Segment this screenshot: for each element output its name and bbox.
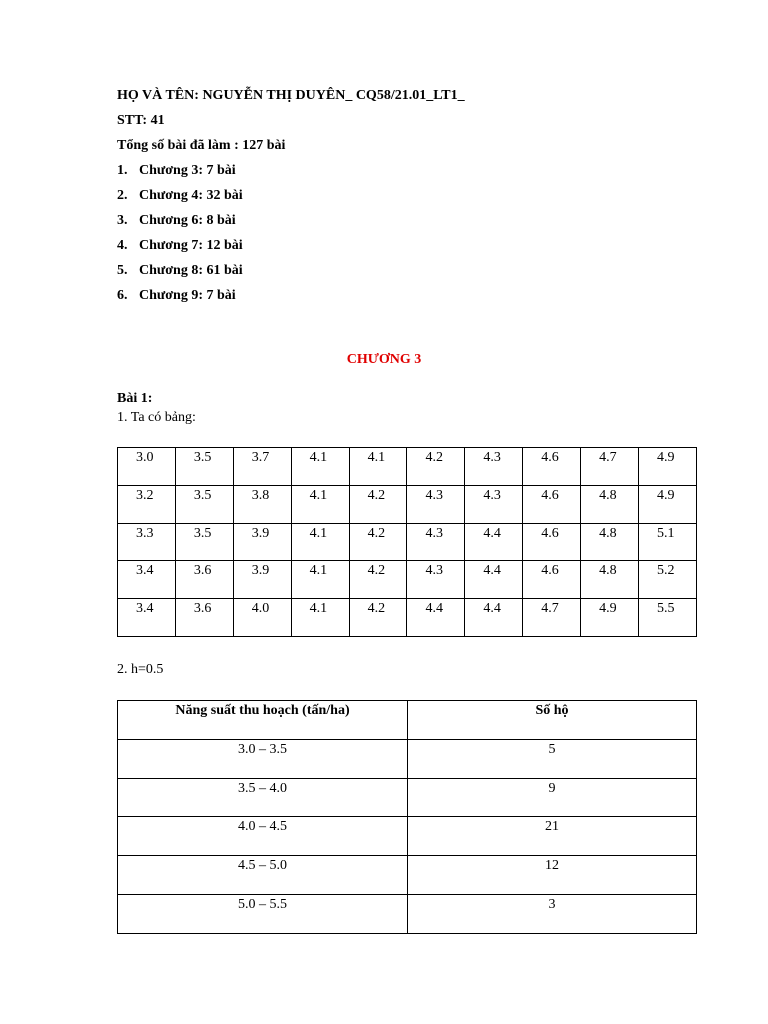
list-item-number: 5. [117, 263, 128, 278]
table-cell: 5.5 [639, 599, 697, 637]
frequency-table [117, 700, 697, 934]
list-item [117, 188, 243, 204]
table-cell: 3.5 [175, 523, 233, 561]
table-cell: 4.1 [291, 561, 349, 599]
yield-range-cell: 3.0 – 3.5 [118, 739, 408, 778]
table-cell: 4.4 [465, 599, 523, 637]
table-cell: 4.3 [407, 561, 465, 599]
table-cell: 3.5 [175, 448, 233, 486]
table-cell: 4.8 [581, 561, 639, 599]
table-cell: 3.2 [118, 485, 176, 523]
list-item-number: 4. [117, 238, 128, 253]
table-cell: 4.3 [407, 523, 465, 561]
household-count-cell: 9 [408, 778, 697, 817]
table-cell: 3.0 [118, 448, 176, 486]
table-cell: 4.1 [349, 448, 407, 486]
data-table [117, 447, 697, 637]
table-cell: 4.4 [407, 599, 465, 637]
table-cell: 4.4 [465, 523, 523, 561]
table-cell: 3.6 [175, 599, 233, 637]
table-cell: 5.1 [639, 523, 697, 561]
household-count-cell: 5 [408, 739, 697, 778]
yield-range-cell: 3.5 – 4.0 [118, 778, 408, 817]
table-cell: 3.9 [233, 561, 291, 599]
list-item [117, 163, 236, 179]
table-cell: 4.3 [407, 485, 465, 523]
table-cell: 4.6 [523, 523, 581, 561]
table-cell: 3.8 [233, 485, 291, 523]
table-cell: 4.0 [233, 599, 291, 637]
table-cell: 4.2 [349, 561, 407, 599]
exercise-title: Bài 1: [117, 391, 153, 406]
table-row [118, 599, 697, 637]
table-cell: 4.9 [639, 485, 697, 523]
table-cell: 4.6 [523, 561, 581, 599]
table-cell: 4.8 [581, 485, 639, 523]
table-cell: 3.9 [233, 523, 291, 561]
household-count-cell: 12 [408, 856, 697, 895]
table-cell: 4.1 [291, 448, 349, 486]
table-row [118, 561, 697, 599]
table-cell: 3.4 [118, 599, 176, 637]
list-item [117, 263, 243, 279]
list-item-number: 2. [117, 188, 128, 203]
table-cell: 4.3 [465, 485, 523, 523]
list-item [117, 238, 243, 254]
table-cell: 4.2 [349, 523, 407, 561]
list-item-text: Chương 6: 8 bài [139, 213, 236, 228]
list-item-number: 3. [117, 213, 128, 228]
yield-range-cell: 4.0 – 4.5 [118, 817, 408, 856]
list-item [117, 288, 236, 304]
table-cell: 4.2 [349, 485, 407, 523]
total-exercises: Tổng số bài đã làm : 127 bài [117, 138, 286, 153]
chapter-title: CHƯƠNG 3 [346, 352, 422, 367]
table-cell: 3.4 [118, 561, 176, 599]
table-row [118, 523, 697, 561]
table-row [118, 778, 697, 817]
table-row [118, 448, 697, 486]
exercise-part1: 1. Ta có bảng: [117, 410, 196, 425]
table-cell: 3.7 [233, 448, 291, 486]
table-cell: 4.4 [465, 561, 523, 599]
table-header-row [118, 701, 697, 740]
column-header-yield: Năng suất thu hoạch (tấn/ha) [118, 701, 408, 740]
household-count-cell: 21 [408, 817, 697, 856]
list-item-number: 6. [117, 288, 128, 303]
table-row [118, 817, 697, 856]
table-cell: 3.5 [175, 485, 233, 523]
table-cell: 3.3 [118, 523, 176, 561]
table-cell: 4.2 [349, 599, 407, 637]
list-item-text: Chương 4: 32 bài [139, 188, 243, 203]
table-row [118, 739, 697, 778]
table-row [118, 485, 697, 523]
table-row [118, 856, 697, 895]
table-cell: 4.1 [291, 485, 349, 523]
list-item-text: Chương 3: 7 bài [139, 163, 236, 178]
list-item-number: 1. [117, 163, 128, 178]
yield-range-cell: 4.5 – 5.0 [118, 856, 408, 895]
table-cell: 4.9 [639, 448, 697, 486]
table-cell: 4.3 [465, 448, 523, 486]
table-cell: 3.6 [175, 561, 233, 599]
table-cell: 5.2 [639, 561, 697, 599]
student-number: STT: 41 [117, 113, 165, 128]
household-count-cell: 3 [408, 894, 697, 933]
list-item-text: Chương 8: 61 bài [139, 263, 243, 278]
table-cell: 4.2 [407, 448, 465, 486]
list-item [117, 213, 236, 229]
student-name-line: HỌ VÀ TÊN: NGUYỄN THỊ DUYÊN_ CQ58/21.01_LT1_ [117, 88, 465, 103]
yield-range-cell: 5.0 – 5.5 [118, 894, 408, 933]
table-row [118, 894, 697, 933]
table-cell: 4.8 [581, 523, 639, 561]
table-cell: 4.7 [523, 599, 581, 637]
table-cell: 4.1 [291, 523, 349, 561]
table-cell: 4.1 [291, 599, 349, 637]
list-item-text: Chương 9: 7 bài [139, 288, 236, 303]
table-cell: 4.6 [523, 448, 581, 486]
table-cell: 4.6 [523, 485, 581, 523]
list-item-text: Chương 7: 12 bài [139, 238, 243, 253]
table-cell: 4.7 [581, 448, 639, 486]
table-cell: 4.9 [581, 599, 639, 637]
column-header-households: Số hộ [408, 701, 697, 740]
exercise-part2: 2. h=0.5 [117, 662, 164, 677]
